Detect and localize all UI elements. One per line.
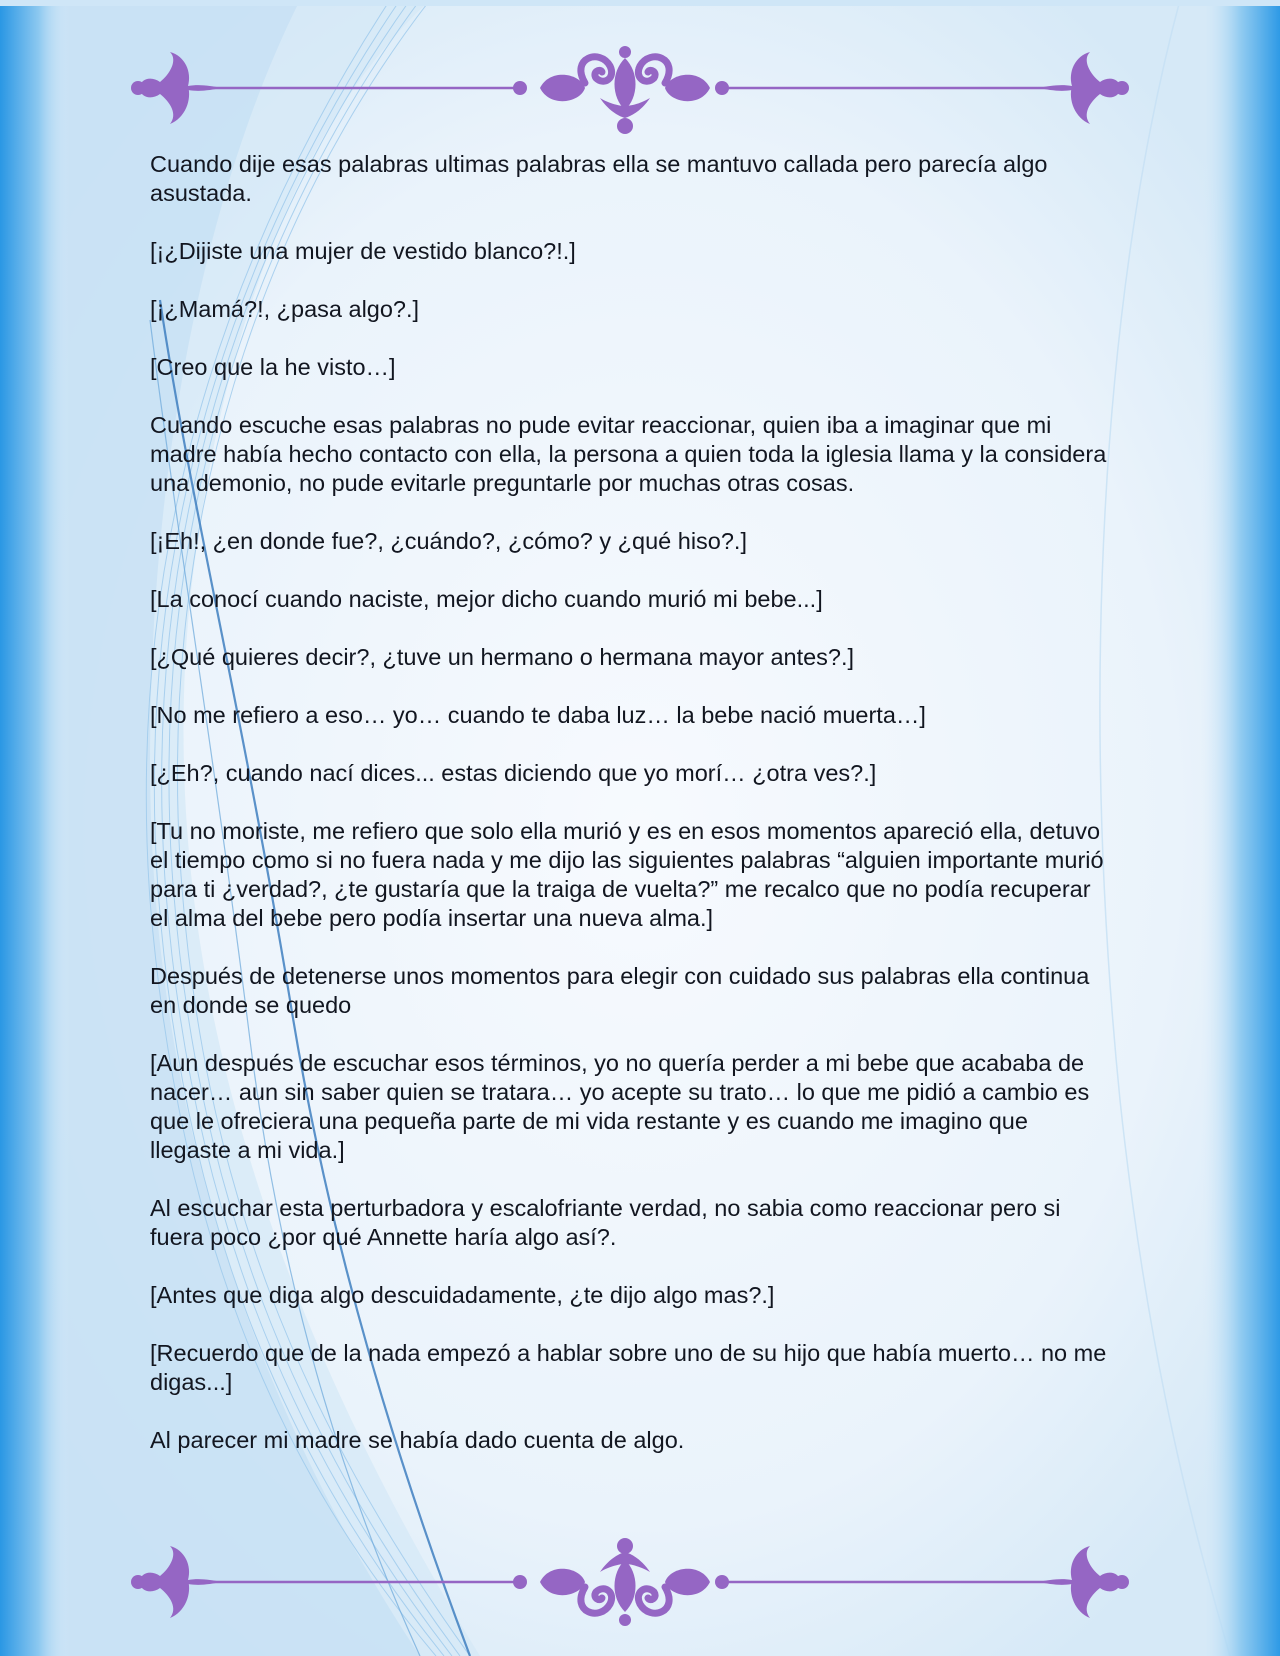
flourish-divider-icon <box>130 1532 1130 1632</box>
paragraph: Al escuchar esta perturbadora y escalofriante verdad, no sabia como reaccionar pero si fuera poco ¿por qué Annette haría algo así?. <box>150 1195 1061 1250</box>
paragraph: [Antes que diga algo descuidadamente, ¿te dijo algo mas?.] <box>150 1282 775 1308</box>
paragraph: [¡¿Dijiste una mujer de vestido blanco?!.] <box>150 238 576 264</box>
paragraph: [¡Eh!, ¿en donde fue?, ¿cuándo?, ¿cómo? y ¿qué hiso?.] <box>150 528 747 554</box>
paragraph: [Tu no moriste, me refiero que solo ella murió y es en esos momentos apareció ella, detuvo el tiempo como si no fuera nada y me dijo las siguientes palabras “alguien importante murió para ti ¿verdad?, ¿te gustaría que la traiga de vuelta?” me recalco que no podía recuperar el alma del bebe pero podía insertar una nueva alma.] <box>150 818 1104 931</box>
paragraph: Cuando escuche esas palabras no pude evitar reaccionar, quien iba a imaginar que mi madre había hecho contacto con ella, la persona a quien toda la iglesia llama y la considera una demonio, no pude evitarle preguntarle por muchas otras cosas. <box>150 412 1107 496</box>
paragraph: [Creo que la he visto…] <box>150 354 396 380</box>
paragraph: [Recuerdo que de la nada empezó a hablar sobre uno de su hijo que había muerto… no me digas...] <box>150 1340 1107 1395</box>
paragraph: [No me refiero a eso… yo… cuando te daba luz… la bebe nació muerta…] <box>150 702 926 728</box>
paragraph: Al parecer mi madre se había dado cuenta de algo. <box>150 1427 685 1453</box>
paragraph: [La conocí cuando naciste, mejor dicho cuando murió mi bebe...] <box>150 586 823 612</box>
paragraph: [¿Qué quieres decir?, ¿tuve un hermano o hermana mayor antes?.] <box>150 644 855 670</box>
paragraph: [¿Eh?, cuando nací dices... estas diciendo que yo morí… ¿otra ves?.] <box>150 760 877 786</box>
paragraph: [¡¿Mamá?!, ¿pasa algo?.] <box>150 296 420 322</box>
flourish-divider-icon <box>130 38 1130 138</box>
paragraph: Cuando dije esas palabras ultimas palabras ella se mantuvo callada pero parecía algo asustada. <box>150 151 1048 206</box>
paragraph: [Aun después de escuchar esos términos, yo no quería perder a mi bebe que acababa de nacer… aun sin saber quien se tratara… yo acepte su trato… lo que me pidió a cambio es que le ofreciera una pequeña parte de mi vida restante y es cuando me imagino que llegaste a mi vida.] <box>150 1050 1090 1163</box>
story-text <box>150 150 1110 1484</box>
paragraph: Después de detenerse unos momentos para elegir con cuidado sus palabras ella continua en donde se quedo <box>150 963 1090 1018</box>
